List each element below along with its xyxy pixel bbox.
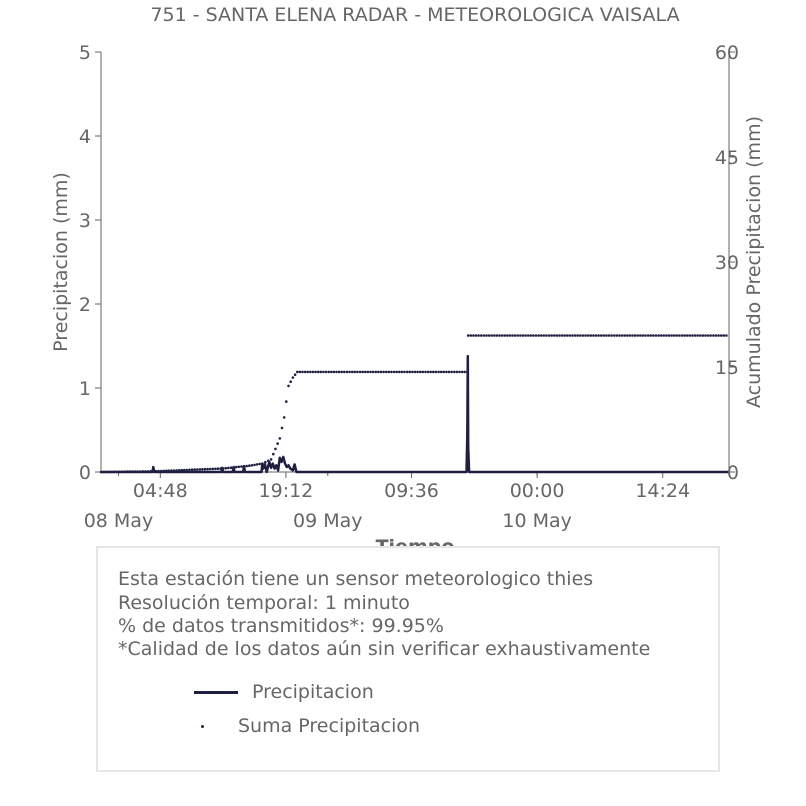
suma-dot — [304, 371, 307, 374]
suma-dot — [634, 334, 637, 337]
suma-dot — [519, 334, 522, 337]
suma-dot — [181, 469, 184, 472]
suma-dot — [209, 468, 212, 471]
suma-dot — [375, 371, 378, 374]
suma-dot — [335, 371, 338, 374]
suma-dot — [110, 471, 113, 474]
suma-dot — [717, 334, 720, 337]
suma-dot — [699, 334, 702, 337]
suma-dot — [306, 371, 309, 374]
suma-dot — [683, 334, 686, 337]
suma-dot — [296, 371, 299, 374]
suma-dot — [309, 371, 312, 374]
suma-dot — [527, 334, 530, 337]
suma-dot — [466, 371, 469, 374]
suma-dot — [472, 334, 475, 337]
suma-dot — [100, 471, 103, 474]
suma-dot — [694, 334, 697, 337]
transmission-note: % de datos transmitidos*: 99.95% — [118, 615, 444, 637]
suma-dot — [532, 334, 535, 337]
left-tick-label: 4 — [78, 126, 91, 148]
precipitacion-series-line — [101, 356, 729, 472]
suma-dot — [411, 371, 414, 374]
suma-dot — [590, 334, 593, 337]
suma-dot — [398, 371, 401, 374]
suma-dot — [644, 334, 647, 337]
left-tick-label: 0 — [78, 462, 91, 484]
suma-dot — [152, 470, 155, 473]
suma-dot — [691, 334, 694, 337]
suma-dot — [587, 334, 590, 337]
suma-dot — [650, 334, 653, 337]
suma-dot — [582, 334, 585, 337]
suma-dot — [320, 371, 323, 374]
suma-dot — [524, 334, 527, 337]
suma-dot — [437, 371, 440, 374]
suma-dot — [219, 467, 222, 470]
suma-dot — [170, 469, 173, 472]
chart-title: 751 - SANTA ELENA RADAR - METEOROLOGICA VAISALA — [150, 4, 680, 26]
suma-dot — [235, 466, 238, 469]
suma-dot — [212, 468, 215, 471]
suma-dot — [274, 448, 277, 451]
suma-dot — [506, 334, 509, 337]
suma-dot — [707, 334, 710, 337]
suma-dot — [574, 334, 577, 337]
suma-dot — [144, 470, 147, 473]
suma-dot — [393, 371, 396, 374]
suma-dot — [245, 465, 248, 468]
right-tick-label: 0 — [726, 462, 739, 484]
right-tick-label: 30 — [714, 252, 739, 274]
suma-dot — [592, 334, 595, 337]
suma-dot — [613, 334, 616, 337]
suma-dot — [498, 334, 501, 337]
suma-dot — [642, 334, 645, 337]
suma-dot — [470, 334, 473, 337]
suma-dot — [681, 334, 684, 337]
suma-dot — [348, 371, 351, 374]
suma-dot — [149, 470, 152, 473]
suma-dot — [361, 371, 364, 374]
suma-dot — [453, 371, 456, 374]
legend-precipitacion-label: Precipitacion — [252, 681, 374, 703]
suma-dot — [270, 458, 273, 461]
suma-dot — [173, 469, 176, 472]
suma-dot — [240, 465, 243, 468]
suma-dot — [248, 464, 251, 467]
suma-dot — [340, 371, 343, 374]
suma-dot — [673, 334, 676, 337]
suma-dot — [558, 334, 561, 337]
suma-dot — [702, 334, 705, 337]
suma-dot — [256, 463, 259, 466]
suma-dot — [663, 334, 666, 337]
suma-dot — [618, 334, 621, 337]
suma-dot — [327, 371, 330, 374]
suma-dot — [136, 470, 139, 473]
suma-dot — [285, 400, 288, 403]
suma-dot — [416, 371, 419, 374]
suma-dot — [372, 371, 375, 374]
suma-dot — [261, 462, 264, 465]
suma-dot — [142, 470, 145, 473]
suma-dot — [312, 371, 315, 374]
suma-dot — [461, 371, 464, 374]
suma-dot — [712, 334, 715, 337]
suma-dot — [390, 371, 393, 374]
suma-dot — [281, 427, 284, 430]
suma-dot — [584, 334, 587, 337]
suma-dot — [566, 334, 569, 337]
suma-dot — [485, 334, 488, 337]
suma-dot — [343, 371, 346, 374]
suma-dot — [165, 470, 168, 473]
suma-dot — [540, 334, 543, 337]
suma-dot — [160, 470, 163, 473]
suma-dot — [704, 334, 707, 337]
suma-dot — [488, 334, 491, 337]
suma-dot — [162, 470, 165, 473]
suma-dot — [517, 334, 520, 337]
left-tick-label: 1 — [78, 378, 91, 400]
suma-dot — [432, 371, 435, 374]
suma-dot — [276, 442, 279, 445]
suma-dot — [576, 334, 579, 337]
date-label: 10 May — [502, 510, 572, 532]
suma-dot — [605, 334, 608, 337]
suma-dot — [665, 334, 668, 337]
x-tick-label: 14:24 — [635, 480, 691, 502]
suma-dot — [480, 334, 483, 337]
suma-dot — [595, 334, 598, 337]
suma-dot — [322, 371, 325, 374]
suma-dot — [346, 371, 349, 374]
suma-dot — [608, 334, 611, 337]
suma-dot — [214, 468, 217, 471]
suma-dot — [490, 334, 493, 337]
suma-dot — [600, 334, 603, 337]
suma-dot — [157, 470, 160, 473]
suma-dot — [333, 371, 336, 374]
suma-dot — [463, 371, 466, 374]
suma-dot — [496, 334, 499, 337]
date-label: 09 May — [293, 510, 363, 532]
suma-dot — [668, 334, 671, 337]
suma-dot — [522, 334, 525, 337]
suma-dot — [253, 464, 256, 467]
suma-dot — [168, 469, 171, 472]
suma-dot — [272, 453, 275, 456]
suma-dot — [715, 334, 718, 337]
suma-dot — [287, 385, 290, 388]
suma-dot — [610, 334, 613, 337]
suma-dot — [403, 371, 406, 374]
suma-dot — [139, 470, 142, 473]
suma-dot — [279, 437, 282, 440]
date-label: 08 May — [83, 510, 154, 532]
suma-dot — [123, 470, 126, 473]
suma-dot — [563, 334, 566, 337]
suma-dot — [548, 334, 551, 337]
suma-dot — [356, 371, 359, 374]
suma-dot — [382, 371, 385, 374]
suma-dot — [639, 334, 642, 337]
suma-dot — [723, 334, 726, 337]
suma-dot — [537, 334, 540, 337]
suma-dot — [419, 371, 422, 374]
suma-dot — [217, 467, 220, 470]
suma-dot — [543, 334, 546, 337]
suma-dot — [388, 371, 391, 374]
suma-dot — [201, 468, 204, 471]
suma-dot — [108, 471, 111, 474]
suma-dot — [267, 460, 270, 463]
suma-dot — [377, 371, 380, 374]
suma-dot — [338, 371, 341, 374]
suma-dot — [626, 334, 629, 337]
suma-dot — [314, 371, 317, 374]
suma-dot — [230, 466, 233, 469]
suma-dot — [401, 371, 404, 374]
suma-dot — [689, 334, 692, 337]
suma-dot — [511, 334, 514, 337]
x-tick-label: 00:00 — [509, 480, 565, 502]
suma-dot — [603, 334, 606, 337]
suma-dot — [422, 371, 425, 374]
suma-dot — [283, 416, 286, 419]
suma-dot — [118, 471, 121, 474]
suma-dot — [134, 470, 137, 473]
suma-dot — [503, 334, 506, 337]
suma-dot — [467, 334, 470, 337]
legend-suma-label: Suma Precipitacion — [238, 715, 421, 737]
suma-dot — [395, 371, 398, 374]
suma-dot — [147, 470, 150, 473]
suma-dot — [660, 334, 663, 337]
right-axis-label: Acumulado Precipitacion (mm) — [743, 116, 765, 408]
suma-dot — [193, 468, 196, 471]
suma-dot — [616, 334, 619, 337]
suma-dot — [178, 469, 181, 472]
suma-dot — [129, 470, 132, 473]
left-tick-label: 5 — [78, 42, 91, 64]
suma-dot — [652, 334, 655, 337]
suma-dot — [227, 467, 230, 470]
suma-dot — [115, 471, 118, 474]
suma-dot — [501, 334, 504, 337]
suma-dot — [113, 471, 116, 474]
suma-dot — [550, 334, 553, 337]
x-tick-label: 09:36 — [384, 480, 439, 502]
suma-dot — [657, 334, 660, 337]
info-legend-panel — [96, 546, 720, 772]
suma-dot — [493, 334, 496, 337]
suma-dot — [443, 371, 446, 374]
suma-dot — [317, 371, 320, 374]
suma-dot — [294, 373, 297, 376]
suma-dot — [367, 371, 370, 374]
right-tick-label: 45 — [714, 147, 739, 169]
suma-dot — [725, 334, 728, 337]
suma-dot — [530, 334, 533, 337]
suma-dot — [292, 376, 295, 379]
suma-dot — [258, 463, 261, 466]
suma-dot — [424, 371, 427, 374]
suma-dot — [232, 466, 235, 469]
suma-dot — [204, 468, 207, 471]
suma-dot — [330, 371, 333, 374]
suma-dot — [354, 371, 357, 374]
suma-dot — [629, 334, 632, 337]
suma-dot — [475, 334, 478, 337]
suma-dot — [569, 334, 572, 337]
suma-dot — [206, 468, 209, 471]
suma-dot — [188, 469, 191, 472]
quality-note: *Calidad de los datos aún sin verificar exhaustivamente — [118, 638, 651, 660]
suma-dot — [199, 468, 202, 471]
suma-dot — [435, 371, 438, 374]
suma-dot — [264, 461, 267, 464]
suma-dot — [448, 371, 451, 374]
x-tick-label: 04:48 — [132, 480, 188, 502]
suma-dot — [670, 334, 673, 337]
resolution-note: Resolución temporal: 1 minuto — [118, 592, 410, 614]
suma-dot — [636, 334, 639, 337]
suma-dot — [556, 334, 559, 337]
suma-dot — [579, 334, 582, 337]
suma-dot — [686, 334, 689, 337]
suma-dot — [224, 467, 227, 470]
suma-dot — [414, 371, 417, 374]
suma-dot — [243, 465, 246, 468]
suma-dot — [251, 464, 254, 467]
suma-dot — [406, 371, 409, 374]
suma-dot — [571, 334, 574, 337]
suma-dot — [509, 334, 512, 337]
suma-dot — [696, 334, 699, 337]
suma-dot — [385, 371, 388, 374]
suma-dot — [621, 334, 624, 337]
suma-dot — [380, 371, 383, 374]
suma-dot — [458, 371, 461, 374]
suma-dot — [299, 371, 302, 374]
suma-dot — [631, 334, 634, 337]
suma-dot — [553, 334, 556, 337]
suma-dot — [545, 334, 548, 337]
suma-dot — [483, 334, 486, 337]
suma-dot — [720, 334, 723, 337]
suma-dot — [535, 334, 538, 337]
right-tick-label: 60 — [714, 42, 739, 64]
suma-dot — [440, 371, 443, 374]
suma-dot — [196, 468, 199, 471]
suma-precipitacion-series — [100, 334, 728, 473]
suma-dot — [351, 371, 354, 374]
legend-dot-swatch — [201, 725, 204, 728]
suma-dot — [183, 469, 186, 472]
suma-dot — [561, 334, 564, 337]
x-tick-label: 19:12 — [258, 480, 314, 502]
suma-dot — [456, 371, 459, 374]
suma-dot — [450, 371, 453, 374]
suma-dot — [676, 334, 679, 337]
suma-dot — [429, 371, 432, 374]
suma-dot — [289, 380, 292, 383]
left-axis-label: Precipitacion (mm) — [50, 172, 72, 352]
suma-dot — [175, 469, 178, 472]
suma-dot — [301, 371, 304, 374]
suma-dot — [655, 334, 658, 337]
suma-dot — [597, 334, 600, 337]
suma-dot — [105, 471, 108, 474]
suma-dot — [102, 471, 105, 474]
right-tick-label: 15 — [714, 357, 739, 379]
suma-dot — [186, 469, 189, 472]
suma-dot — [409, 371, 412, 374]
suma-dot — [477, 334, 480, 337]
suma-dot — [325, 371, 328, 374]
left-tick-label: 2 — [78, 294, 91, 316]
suma-dot — [364, 371, 367, 374]
legend-line-swatch — [194, 691, 238, 694]
suma-dot — [121, 470, 124, 473]
suma-dot — [514, 334, 517, 337]
suma-dot — [709, 334, 712, 337]
suma-dot — [647, 334, 650, 337]
suma-dot — [678, 334, 681, 337]
suma-dot — [369, 371, 372, 374]
suma-dot — [155, 470, 158, 473]
suma-dot — [359, 371, 362, 374]
suma-dot — [445, 371, 448, 374]
suma-dot — [191, 468, 194, 471]
suma-dot — [222, 467, 225, 470]
suma-dot — [126, 470, 129, 473]
suma-dot — [238, 466, 241, 469]
suma-dot — [131, 470, 134, 473]
left-tick-label: 3 — [78, 210, 91, 232]
suma-dot — [623, 334, 626, 337]
station-sensor-note: Esta estación tiene un sensor meteorologico thies — [118, 568, 594, 590]
suma-dot — [427, 371, 430, 374]
